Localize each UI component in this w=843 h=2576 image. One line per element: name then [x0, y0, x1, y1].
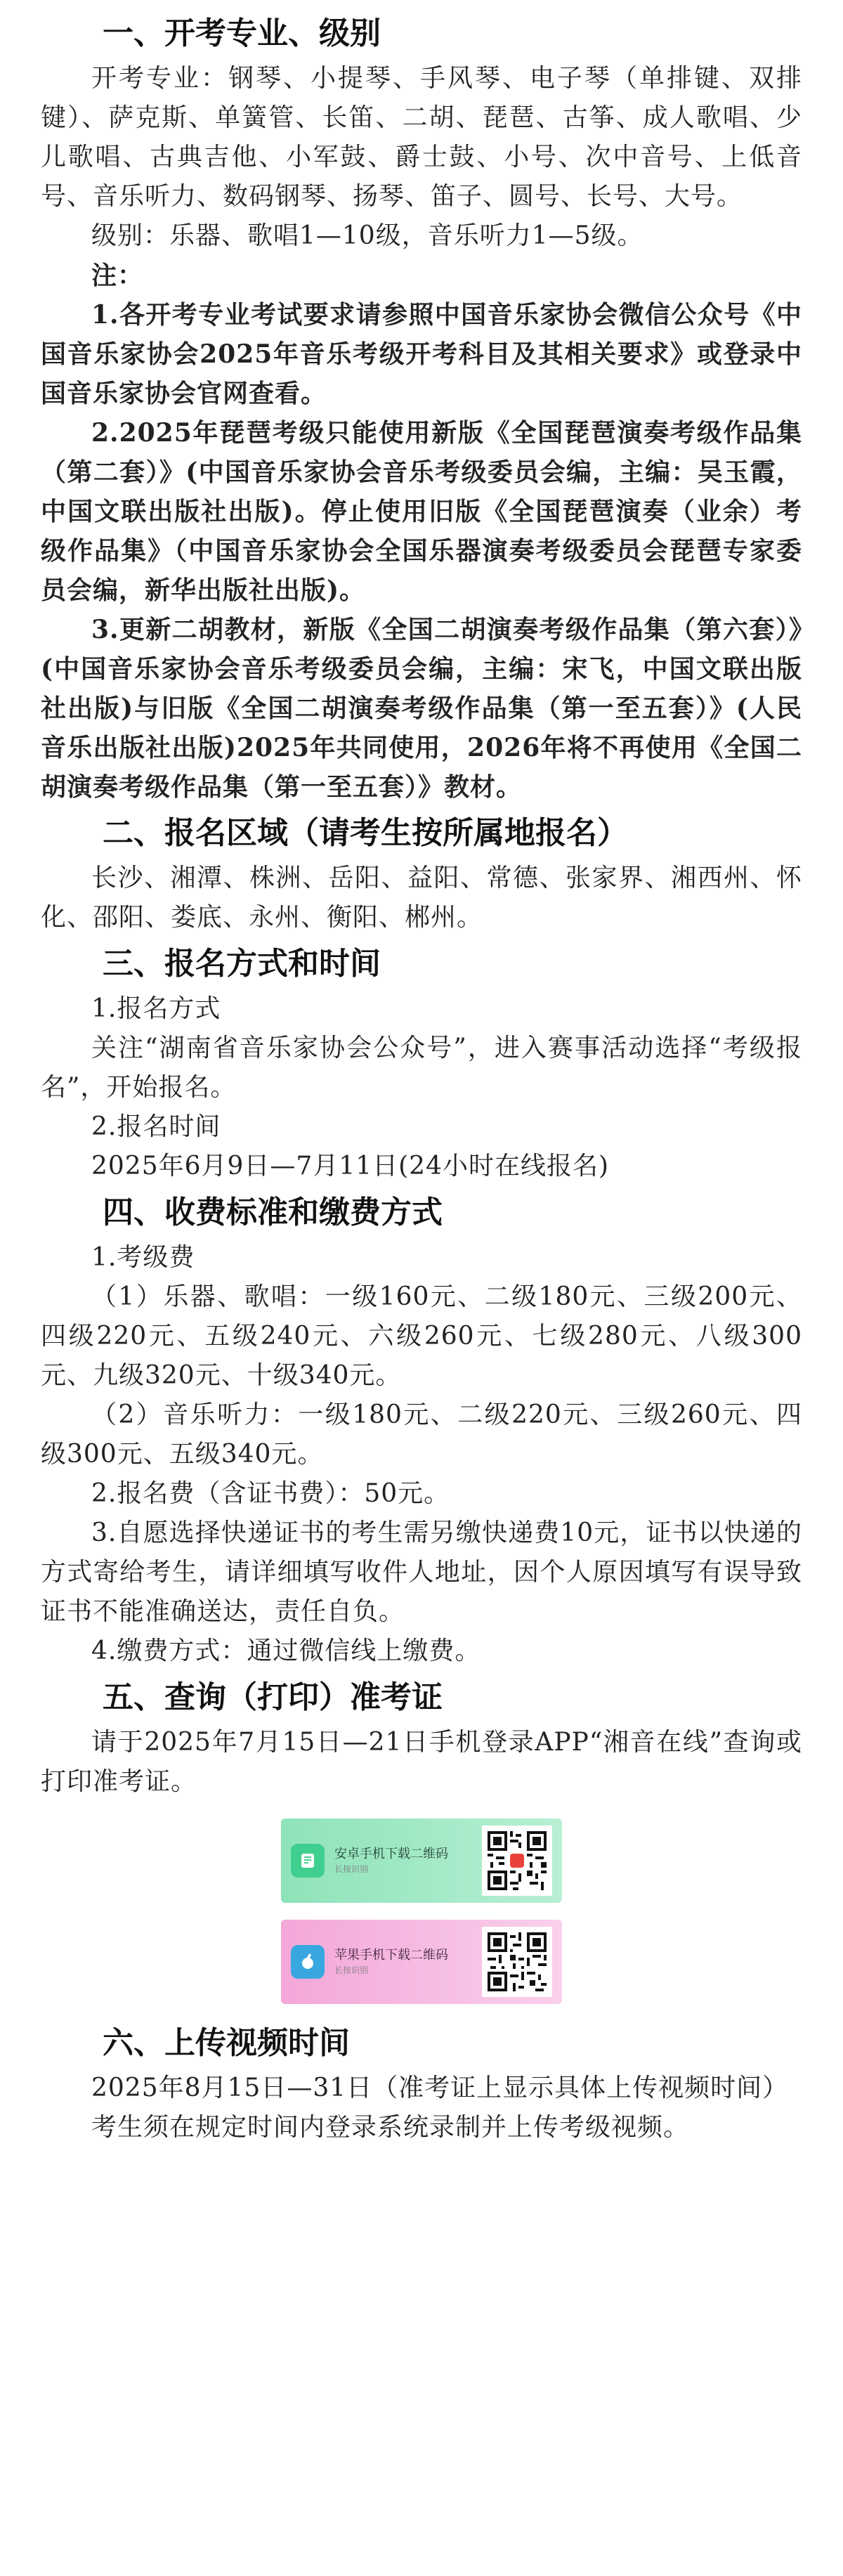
paragraph: 长沙、湘潭、株洲、岳阳、益阳、常德、张家界、湘西州、怀化、邵阳、娄底、永州、衡阳、郴州。	[41, 864, 802, 932]
apple-icon	[291, 1945, 325, 1979]
paragraph: 1.各开考专业考试要求请参照中国音乐家协会微信公众号《中国音乐家协会2025年音乐考级开考科目及其相关要求》或登录中国音乐家协会官网查看。	[41, 300, 802, 408]
section-title: 一、开考专业、级别	[103, 15, 381, 51]
android-icon	[291, 1844, 325, 1878]
qr-code[interactable]	[482, 1826, 552, 1896]
paragraph: 2.2025年琵琶考级只能使用新版《全国琵琶演奏考级作品集（第二套）》(中国音乐家协会音乐考级委员会编，主编：吴玉霞，中国文联出版社出版)。停止使用旧版《全国琵琶演奏（业余）考级作品集》（中国音乐家协会全国乐器演奏考级委员会琵琶专家委员会编，新华出版社出版)。	[41, 418, 802, 605]
paragraph: （1）乐器、歌唱：一级160元、二级180元、三级200元、四级220元、五级240元、六级260元、七级280元、八级300元、九级320元、十级340元。	[41, 1282, 802, 1390]
paragraph: （2）音乐听力：一级180元、二级220元、三级260元、四级300元、五级340元。	[41, 1400, 802, 1469]
section-5	[41, 1675, 802, 2004]
qr-text	[325, 1846, 482, 1875]
paragraph: 2.报名费（含证书费）：50元。	[91, 1479, 450, 1508]
paragraph: 级别：乐器、歌唱1—10级，音乐听力1—5级。	[91, 221, 643, 250]
android-download-card[interactable]	[281, 1819, 562, 1903]
paragraph: 1.报名方式	[91, 994, 221, 1023]
paragraph: 关注“湖南省音乐家协会公众号”，进入赛事活动选择“考级报名”，开始报名。	[41, 1034, 802, 1102]
paragraph: 请于2025年7月15日—21日手机登录APP“湘音在线”查询或打印准考证。	[41, 1728, 802, 1796]
section-title: 二、报名区域（请考生按所属地报名）	[103, 815, 628, 851]
section-title: 四、收费标准和缴费方式	[103, 1195, 443, 1230]
paragraph: 考生须在规定时间内登录系统录制并上传考级视频。	[91, 2113, 690, 2142]
qr-subtitle: 长按识别	[334, 1965, 369, 1975]
paragraph: 1.考级费	[91, 1243, 195, 1272]
section-6	[41, 2021, 802, 2147]
section-4	[41, 1190, 802, 1671]
qr-subtitle: 长按识别	[334, 1864, 369, 1874]
qr-title: 安卓手机下载二维码	[334, 1847, 448, 1861]
paragraph: 开考专业：钢琴、小提琴、手风琴、电子琴（单排键、双排键）、萨克斯、单簧管、长笛、二胡、琵琶、古筝、成人歌唱、少儿歌唱、古典吉他、小军鼓、爵士鼓、小号、次中音号、上低音号、音乐听力、数码钢琴、扬琴、笛子、圆号、长号、大号。	[41, 64, 802, 211]
section-title: 六、上传视频时间	[103, 2025, 350, 2061]
qr-code[interactable]	[482, 1927, 552, 1997]
qr-text	[325, 1947, 482, 1977]
paragraph: 3.更新二胡教材，新版《全国二胡演奏考级作品集（第六套）》(中国音乐家协会音乐考级委员会编，主编：宋飞，中国文联出版社出版)与旧版《全国二胡演奏考级作品集（第一至五套）》(人民音乐出版社出版)2025年共同使用，2026年将不再使用《全国二胡演奏考级作品集（第一至五套）》教材。	[41, 615, 802, 802]
paragraph: 4.缴费方式：通过微信线上缴费。	[91, 1637, 481, 1665]
section-3	[41, 942, 802, 1186]
apple-download-card[interactable]	[281, 1920, 562, 2004]
section-title: 五、查询（打印）准考证	[103, 1679, 443, 1715]
paragraph: 2025年6月9日—7月11日(24小时在线报名)	[91, 1152, 610, 1180]
paragraph: 3.自愿选择快递证书的考生需另缴快递费10元，证书以快递的方式寄给考生，请详细填写收件人地址，因个人原因填写有误导致证书不能准确送达，责任自负。	[41, 1518, 802, 1626]
android-qr-row	[41, 1819, 802, 1903]
section-title: 三、报名方式和时间	[103, 946, 381, 982]
paragraph: 注：	[91, 261, 144, 290]
section-2	[41, 811, 802, 937]
section-1	[41, 11, 802, 807]
apple-qr-row	[41, 1920, 802, 2004]
paragraph: 2.报名时间	[91, 1112, 221, 1141]
paragraph: 2025年8月15日—31日（准考证上显示具体上传视频时间）	[91, 2074, 789, 2102]
qr-title: 苹果手机下载二维码	[334, 1948, 448, 1963]
